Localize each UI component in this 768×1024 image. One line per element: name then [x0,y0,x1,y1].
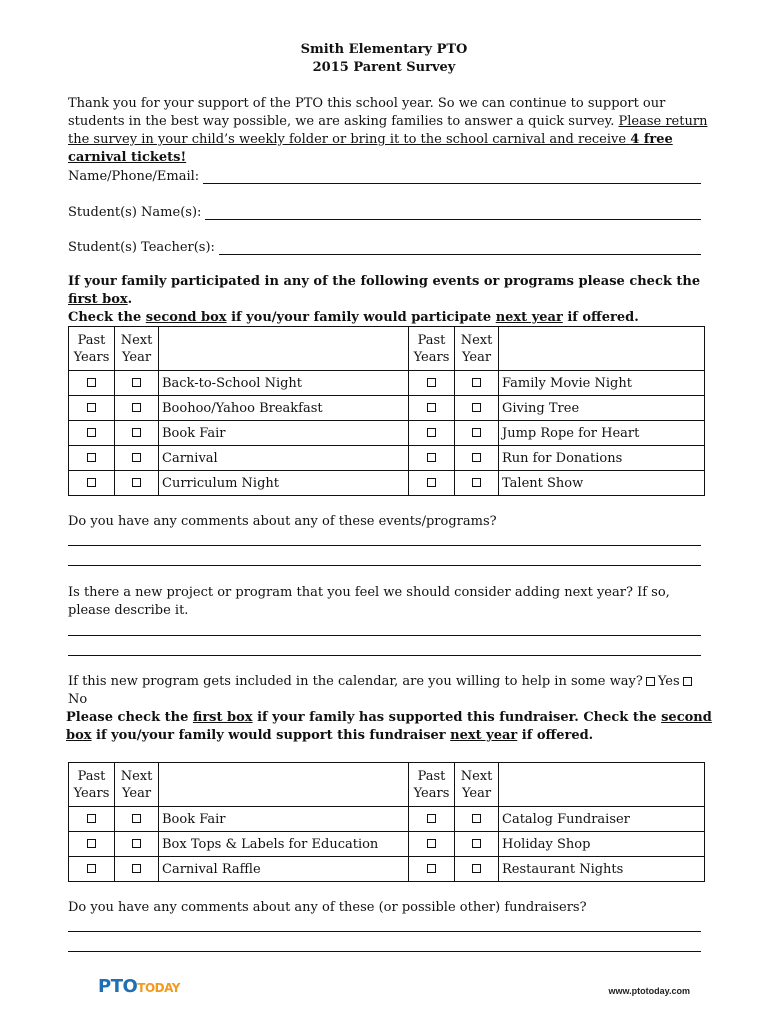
student-names-label: Student(s) Name(s): [68,205,202,220]
event-name: Back-to-School Night [159,371,409,396]
fundraiser-name: Box Tops & Labels for Education [159,832,409,857]
checkbox-icon[interactable] [132,814,141,823]
next-year-header: Next Year [455,763,499,807]
fundraiser-comments-question: Do you have any comments about any of these (or possible other) fundraisers? [68,900,587,915]
table-row [69,396,705,421]
logo-pto-text: PTO [98,976,138,997]
checkbox-icon[interactable] [427,864,436,873]
blank-header [499,327,705,371]
instr-text: . [127,292,133,307]
fundraiser-name: Catalog Fundraiser [499,807,705,832]
blank-header [159,327,409,371]
intro-text: Thank you for your support of the PTO this school year. So we can continue to support our students in the best way possible, we are asking families to answer a quick survey. [68,96,666,129]
checkbox-icon[interactable] [132,403,141,412]
answer-line[interactable] [68,545,701,546]
instr-text: Check the [68,310,146,325]
instr-text: if your family has supported this fundraiser. Check the [252,710,662,725]
answer-line[interactable] [68,565,701,566]
event-name: Boohoo/Yahoo Breakfast [159,396,409,421]
checkbox-icon[interactable] [87,814,96,823]
event-name: Book Fair [159,421,409,446]
instr-first-box: first box [192,710,253,725]
survey-org-title: Smith Elementary PTO [300,42,468,57]
checkbox-icon[interactable] [427,453,436,462]
next-year-header: Next Year [455,327,499,371]
event-name: Run for Donations [499,446,705,471]
instr-next-year: next year [450,728,518,743]
name-phone-email-label: Name/Phone/Email: [68,169,200,184]
fundraiser-instructions [66,709,716,745]
table-row [69,471,705,496]
checkbox-icon[interactable] [472,814,481,823]
instr-text: if offered. [562,310,639,325]
student-teachers-field[interactable] [68,237,701,255]
checkbox-icon[interactable] [87,478,96,487]
event-name: Curriculum Night [159,471,409,496]
table-row [69,807,705,832]
student-teachers-label: Student(s) Teacher(s): [68,240,215,255]
checkbox-icon[interactable] [472,428,481,437]
instr-first-box: first box [68,292,128,307]
answer-line[interactable] [68,931,701,932]
checkbox-icon[interactable] [132,478,141,487]
fundraiser-name: Restaurant Nights [499,857,705,882]
checkbox-icon[interactable] [472,864,481,873]
fundraiser-name: Book Fair [159,807,409,832]
student-teachers-line[interactable] [219,240,701,255]
logo-today-text: TODAY [137,981,180,995]
checkbox-icon[interactable] [472,453,481,462]
checkbox-icon[interactable] [132,428,141,437]
fundraiser-header-row [69,763,705,807]
checkbox-icon[interactable] [472,403,481,412]
intro-tickets-text: 4 free carnival tickets! [68,132,673,165]
checkbox-icon[interactable] [427,814,436,823]
checkbox-icon[interactable] [132,453,141,462]
intro-underlined-text: Please return the survey in your child’s weekly folder or bring it to the school carnival and receive [68,114,708,147]
past-years-header: Past Years [409,763,455,807]
past-years-header: Past Years [69,763,115,807]
event-name: Carnival [159,446,409,471]
past-years-header: Past Years [69,327,115,371]
event-name: Jump Rope for Heart [499,421,705,446]
checkbox-icon[interactable] [132,864,141,873]
checkbox-icon[interactable] [87,378,96,387]
fundraiser-table [68,762,705,882]
table-row [69,446,705,471]
instr-text: if you/your family would support this fundraiser [91,728,451,743]
fundraiser-name: Holiday Shop [499,832,705,857]
instr-second-box: second box [66,710,712,743]
checkbox-icon[interactable] [87,864,96,873]
checkbox-icon[interactable] [87,428,96,437]
checkbox-icon[interactable] [132,378,141,387]
blank-header [159,763,409,807]
checkbox-icon[interactable] [427,403,436,412]
events-header-row [69,327,705,371]
instr-text: if you/your family would participate [226,310,496,325]
checkbox-icon[interactable] [472,378,481,387]
new-program-question: Is there a new project or program that you feel we should consider adding next year? If so, please describe it. [68,585,670,618]
instr-next-year: next year [495,310,563,325]
events-instructions [68,273,718,327]
next-year-header: Next Year [115,327,159,371]
checkbox-icon[interactable] [427,378,436,387]
checkbox-icon[interactable] [87,453,96,462]
event-name: Talent Show [499,471,705,496]
yes-checkbox-icon[interactable] [646,677,655,686]
events-table [68,326,705,496]
checkbox-icon[interactable] [132,839,141,848]
events-comments-question: Do you have any comments about any of these events/programs? [68,514,497,529]
event-name: Family Movie Night [499,371,705,396]
student-names-field[interactable] [68,202,701,220]
checkbox-icon[interactable] [427,428,436,437]
next-year-header: Next Year [115,763,159,807]
event-name: Giving Tree [499,396,705,421]
checkbox-icon[interactable] [87,839,96,848]
blank-header [499,763,705,807]
instr-text: If your family participated in any of the following events or programs please check the [68,274,701,289]
past-years-header: Past Years [409,327,455,371]
help-question [68,673,708,709]
intro-paragraph [68,95,708,167]
survey-title: 2015 Parent Survey [312,60,456,75]
instr-text: Please check the [66,710,193,725]
name-phone-email-field[interactable] [68,166,701,184]
checkbox-icon[interactable] [472,478,481,487]
answer-line[interactable] [68,951,701,952]
no-checkbox-icon[interactable] [683,677,692,686]
student-names-line[interactable] [205,205,701,220]
footer-url: www.ptotoday.com [608,986,690,996]
checkbox-icon[interactable] [87,403,96,412]
table-row [69,421,705,446]
name-phone-email-line[interactable] [203,169,701,184]
instr-text: if offered. [517,728,594,743]
answer-line[interactable] [68,655,701,656]
fundraiser-name: Carnival Raffle [159,857,409,882]
table-row [69,371,705,396]
table-row [69,832,705,857]
checkbox-icon[interactable] [427,839,436,848]
help-question-text: If this new program gets included in the calendar, are you willing to help in some way? [68,674,643,689]
no-label: No [68,692,88,707]
checkbox-icon[interactable] [427,478,436,487]
yes-label: Yes [657,674,680,689]
instr-second-box: second box [145,310,227,325]
pto-today-logo [98,976,180,997]
answer-line[interactable] [68,635,701,636]
table-row [69,857,705,882]
checkbox-icon[interactable] [472,839,481,848]
